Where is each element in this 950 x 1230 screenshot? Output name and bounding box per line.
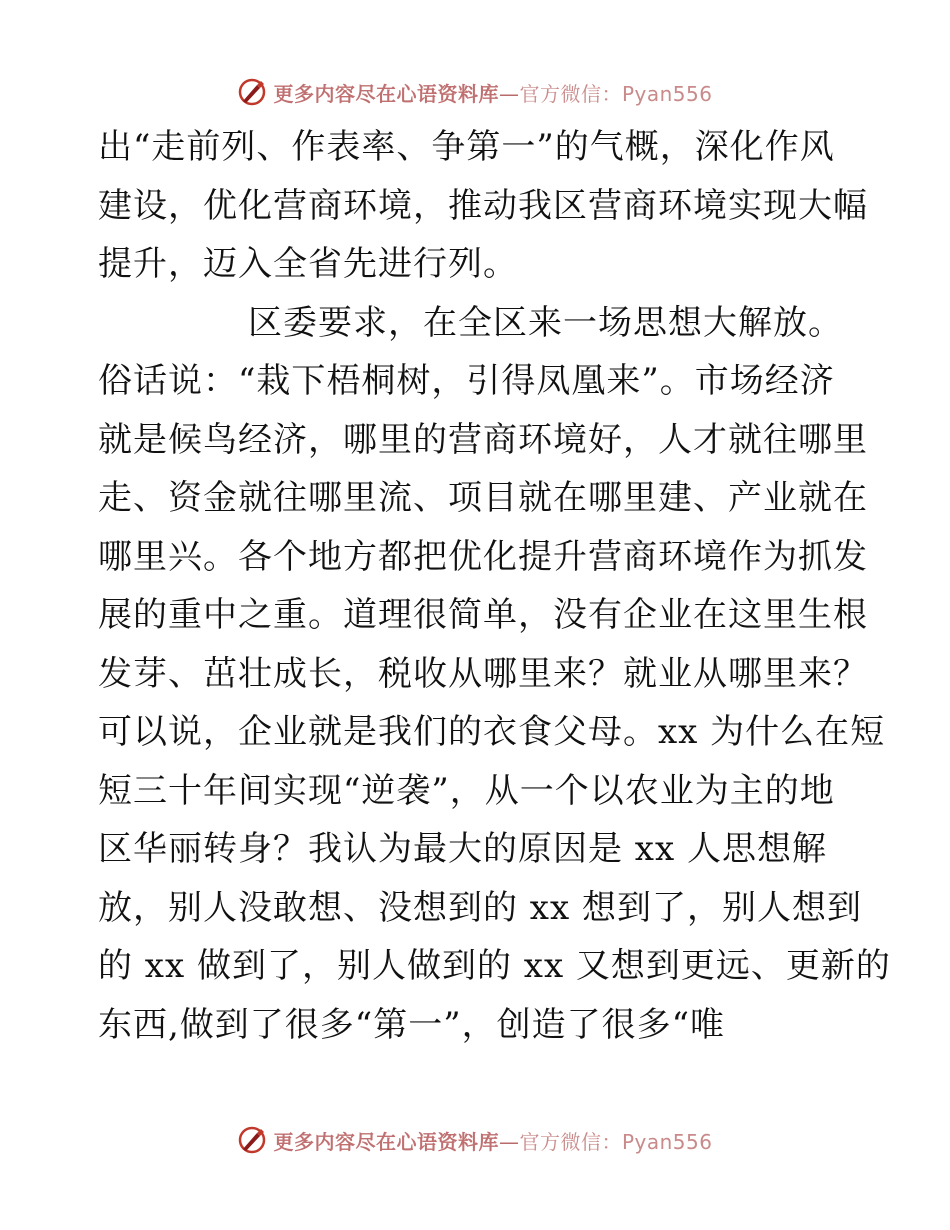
body-line: 展的重中之重。道理很简单，没有企业在这里生根 [98,595,868,635]
header-wechat-text: 官方微信：Pyan556 [519,81,713,106]
footer-brand-text: 更多内容尽在心语资料库 [273,1129,499,1154]
body-line-paragraph-start: 区委要求，在全区来一场思想大解放。 [248,302,843,343]
body-line: 出“走前列、作表率、争第一”的气概，深化作风 [98,127,835,167]
header-banner-text [273,78,712,107]
body-line: 的 xx 做到了，别人做到的 xx 又想到更远、更新的 [98,946,891,986]
body-line: 建设，优化营商环境，推动我区营商环境实现大幅 [98,185,868,226]
body-line: 发芽、茁壮成长，税收从哪里来？就业从哪里来？ [98,653,868,694]
body-line: 放，别人没敢想、没想到的 xx 想到了，别人想到 [98,887,862,928]
footer-separator: — [498,1129,520,1154]
header-banner [0,72,950,112]
header-separator: — [498,81,520,106]
body-line: 俗话说：“栽下梧桐树，引得凤凰来”。市场经济 [98,361,835,401]
document-body [98,118,891,1054]
footer-banner-text [273,1126,712,1155]
footer-banner [0,1120,950,1160]
body-line: 哪里兴。各个地方都把优化提升营商环境作为抓发 [98,536,868,577]
header-brand-text: 更多内容尽在心语资料库 [273,81,499,106]
body-line: 走、资金就往哪里流、项目就在哪里建、产业就在 [98,478,868,518]
pen-logo-icon [237,1125,267,1155]
pen-logo-icon [237,77,267,107]
body-line: 短三十年间实现“逆袭”，从一个以农业为主的地 [98,770,835,811]
footer-wechat-text: 官方微信：Pyan556 [519,1129,713,1154]
body-line: 区华丽转身？我认为最大的原因是 xx 人思想解 [98,829,827,869]
body-line: 就是候鸟经济，哪里的营商环境好，人才就往哪里 [98,419,868,460]
body-line: 可以说，企业就是我们的衣食父母。xx 为什么在短 [98,712,886,752]
body-line: 提升，迈入全省先进行列。 [98,244,518,284]
body-line: 东西,做到了很多“第一”，创造了很多“唯 [98,1004,725,1045]
